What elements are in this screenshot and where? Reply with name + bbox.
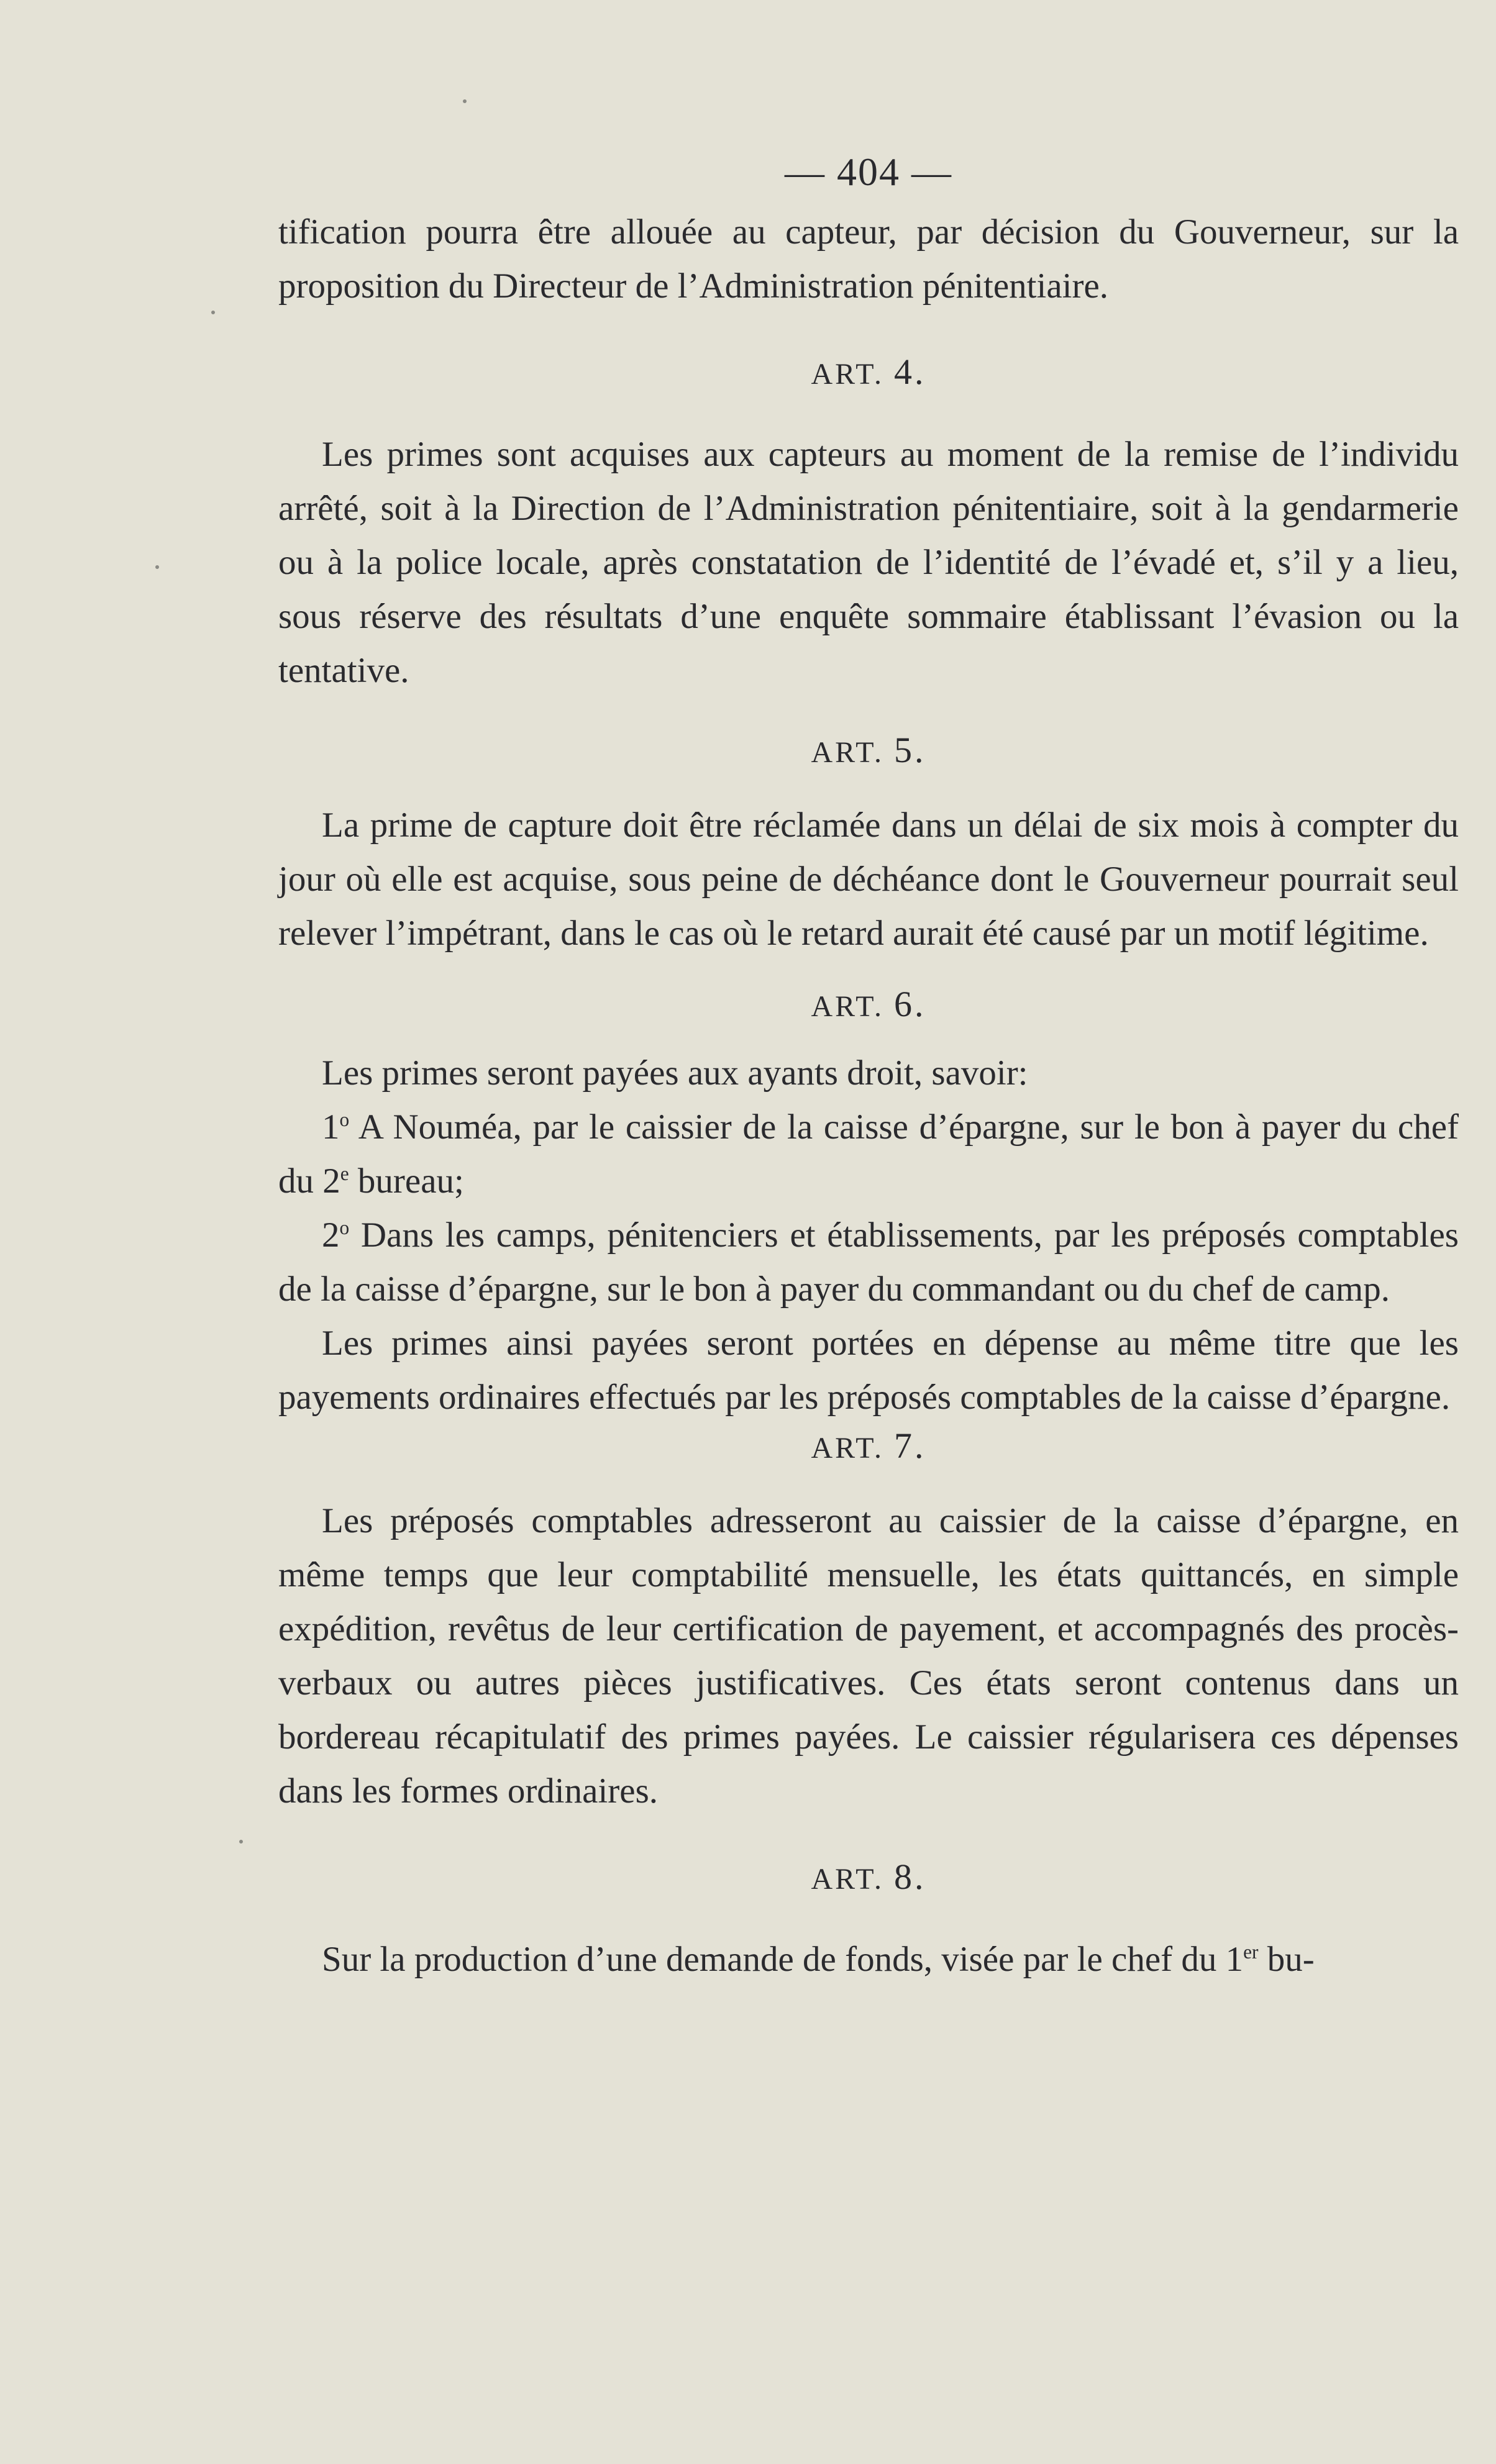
article-paragraph: Les primes ainsi payées seront portées en dépense au même titre que les payements ordinaires effectués par les préposés comptables de la caisse d’épargne.: [278, 1324, 1459, 1417]
article-number: 7.: [894, 1425, 926, 1466]
article-label: ART.: [811, 358, 885, 391]
article-number: 4.: [894, 352, 926, 392]
article-heading: [278, 1855, 1459, 1901]
intro-paragraph: tification pourra être allouée au capteur, par décision du Gouverneur, sur la proposition du Directeur de l’Administration pénitentiaire.: [278, 212, 1459, 306]
article-list-item: 2$^o$ Dans les camps, pénitenciers et établissements, par les préposés comptables de la caisse d’épargne, sur le bon à payer du commandant ou du chef de camp.: [278, 1216, 1459, 1309]
article-paragraph: La prime de capture doit être réclamée dans un délai de six mois à compter du jour où elle est acquise, sous peine de déchéance dont le Gouverneur pourrait seul relever l’impétrant, dans le cas où le retard aurait été causé par un motif légitime.: [278, 806, 1459, 953]
article-paragraph: Les primes sont acquises aux capteurs au moment de la remise de l’individu arrêté, soit à la Direction de l’Administration pénitentiaire, soit à la gendarmerie ou à la police locale, après constatation de l’identité de l’évadé et, s’il y a lieu, sous réserve des résultats d’une enquête sommaire établissant l’évasion ou la tentative.: [278, 435, 1459, 690]
article-heading: [278, 983, 1459, 1029]
article-paragraph: Les primes seront payées aux ayants droit, savoir:: [322, 1053, 1028, 1093]
article-number: 5.: [894, 730, 926, 770]
article-label: ART.: [811, 1863, 885, 1896]
article-number: 6.: [894, 984, 926, 1024]
page-number: — 404 —: [785, 150, 952, 194]
article-list-item: 1$^o$ A Nouméa, par le caissier de la caisse d’épargne, sur le bon à payer du chef du 2e bureau;: [278, 1107, 1459, 1201]
paper-speck: [239, 1840, 243, 1843]
article-heading: [278, 1424, 1459, 1470]
document-page: [278, 149, 1459, 1986]
paper-speck: [155, 565, 159, 569]
article-label: ART.: [811, 736, 885, 769]
article-paragraph: Les préposés comptables adresseront au caissier de la caisse d’épargne, en même temps que leur comptabilité mensuelle, les états quittancés, en simple expédition, revêtus de leur certification de payement, et accompagnés des procès-verbaux ou autres pièces justificatives. Ces états seront contenus dans un bordereau récapitulatif des primes payées. Le caissier régularisera ces dépenses dans les formes ordinaires.: [278, 1501, 1459, 1811]
article-heading: [278, 729, 1459, 775]
article-label: ART.: [811, 1432, 885, 1465]
paper-speck: [463, 99, 467, 103]
article-paragraph: Sur la production d’une demande de fonds, visée par le chef du 1er bu-: [322, 1940, 1315, 1979]
article-label: ART.: [811, 990, 885, 1023]
paper-speck: [211, 311, 215, 314]
article-number: 8.: [894, 1857, 926, 1897]
article-heading: [278, 350, 1459, 396]
